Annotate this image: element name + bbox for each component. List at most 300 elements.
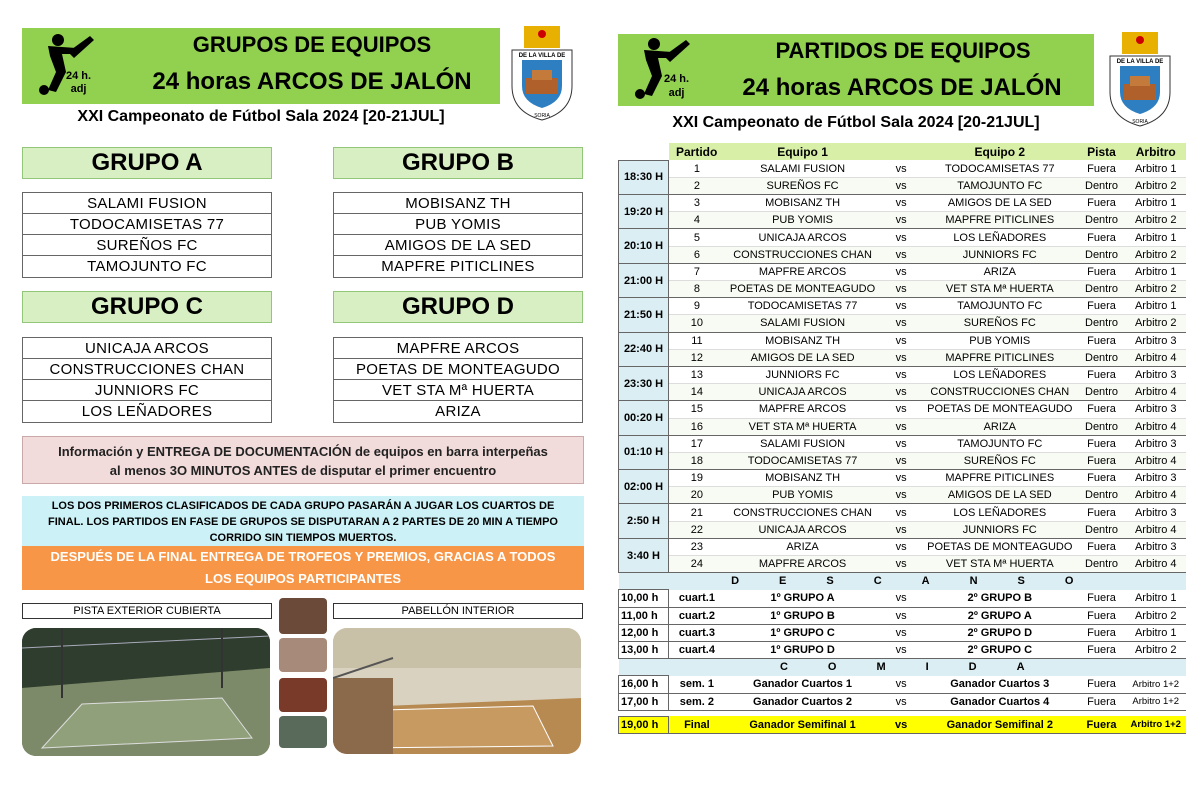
vs-label: vs — [895, 386, 907, 399]
court: Fuera — [1087, 609, 1116, 622]
match-number: 16 — [690, 420, 704, 433]
team-2: CONSTRUCCIONES CHAN — [930, 386, 1070, 399]
team-2: LOS LEÑADORES — [953, 231, 1047, 244]
ko-team-2: Ganador Semifinal 2 — [922, 716, 1078, 733]
badge-line-1: 24 h. — [664, 73, 690, 85]
list-item: UNICAJA ARCOS — [23, 338, 271, 359]
team-1: UNICAJA ARCOS — [758, 523, 847, 536]
table-row — [619, 246, 1187, 263]
team-2: TAMOJUNTO FC — [957, 179, 1043, 192]
court: Dentro — [1085, 317, 1119, 330]
slot-time: 21:50 H — [619, 298, 669, 332]
vs-label: vs — [895, 179, 907, 192]
comida-separator-text: COMIDA — [619, 659, 1187, 676]
table-row — [619, 160, 1187, 177]
court: Fuera — [1087, 644, 1116, 657]
ko-team-2: 2º GRUPO D — [967, 626, 1033, 639]
vs-label: vs — [895, 695, 907, 708]
list-item: MAPFRE PITICLINES — [381, 258, 535, 275]
referee: Arbitro 1+2 — [1132, 678, 1180, 690]
referee: Arbitro 3 — [1134, 334, 1177, 347]
court: Fuera — [1087, 678, 1116, 691]
list-item: MAPFRE ARCOS — [334, 338, 582, 359]
referee: Arbitro 1+2 — [1125, 716, 1186, 733]
table-header-row — [619, 143, 1187, 160]
vs-label: vs — [895, 454, 907, 467]
ko-team-1: 1º GRUPO B — [770, 609, 835, 622]
match-number: 9 — [693, 300, 700, 313]
court: Fuera — [1087, 369, 1116, 382]
hours-badge — [66, 70, 91, 96]
header-partido: Partido — [669, 143, 725, 160]
slot-time: 01:10 H — [619, 435, 669, 469]
table-row — [619, 177, 1187, 194]
slot-time: 19:20 H — [619, 195, 669, 229]
team-2: MAPFRE PITICLINES — [945, 351, 1055, 364]
badge-line-2: adj — [70, 83, 87, 95]
ko-round: sem. 1 — [679, 678, 715, 691]
ko-time: 16,00 h — [619, 676, 669, 693]
table-row — [619, 195, 1187, 212]
referee: Arbitro 4 — [1134, 386, 1177, 399]
vs-label: vs — [895, 300, 907, 313]
court: Fuera — [1087, 231, 1116, 244]
court: Dentro — [1085, 523, 1119, 536]
ko-round: Final — [669, 716, 725, 733]
table-row — [619, 281, 1187, 298]
match-number: 2 — [693, 179, 700, 192]
team-1: PUB YOMIS — [772, 214, 834, 227]
hours-badge — [664, 72, 689, 100]
ko-time: 13,00 h — [619, 641, 669, 658]
team-2: ARIZA — [983, 265, 1016, 278]
coat-of-arms-right — [1100, 32, 1180, 128]
court: Fuera — [1087, 626, 1116, 639]
notice-line-2: al menos 3O MINUTOS ANTES de disputar el primer encuentro — [109, 463, 497, 478]
crest-bottom-text: SORIA — [534, 113, 550, 119]
court: Dentro — [1085, 248, 1119, 261]
referee: Arbitro 1 — [1134, 265, 1177, 278]
table-row — [619, 504, 1187, 521]
team-1: CONSTRUCCIONES CHAN — [733, 506, 872, 519]
team-2: LOS LEÑADORES — [953, 369, 1047, 382]
ko-time: 19,00 h — [619, 716, 669, 733]
team-1: ARIZA — [786, 540, 819, 553]
slot-time: 00:20 H — [619, 401, 669, 435]
vs-label: vs — [895, 592, 907, 605]
vs-label: vs — [895, 609, 907, 622]
team-2: AMIGOS DE LA SED — [947, 489, 1052, 502]
list-item: ARIZA — [435, 403, 481, 420]
group-c-title: GRUPO C — [22, 291, 272, 323]
team-1: MAPFRE ARCOS — [758, 558, 847, 571]
team-1: SUREÑOS FC — [766, 179, 839, 192]
table-row — [619, 470, 1187, 487]
slot-time: 23:30 H — [619, 366, 669, 400]
court: Dentro — [1085, 214, 1119, 227]
table-row — [619, 349, 1187, 366]
list-item: TODOCAMISETAS 77 — [23, 214, 271, 235]
list-item: SUREÑOS FC — [23, 235, 271, 256]
header-equipo1: Equipo 1 — [725, 143, 881, 160]
team-1: MAPFRE ARCOS — [758, 403, 847, 416]
list-item: PUB YOMIS — [334, 214, 582, 235]
vs-label: vs — [895, 540, 907, 553]
table-row — [619, 521, 1187, 538]
trophies-line-1: DESPUÉS DE LA FINAL ENTREGA DE TROFEOS Y PREMIOS, GRACIAS A TODOS — [50, 549, 556, 564]
knockout-row — [619, 590, 1187, 607]
vs-label: vs — [895, 523, 907, 536]
team-1: SALAMI FUSION — [760, 437, 846, 450]
futsal-player-logo — [624, 36, 714, 104]
referee: Arbitro 2 — [1134, 317, 1177, 330]
vs-label: vs — [895, 506, 907, 519]
court: Fuera — [1087, 472, 1116, 485]
documentation-notice — [22, 436, 584, 484]
knockout-row — [619, 693, 1187, 710]
match-number: 8 — [693, 283, 700, 296]
table-row — [619, 212, 1187, 229]
vs-label: vs — [895, 489, 907, 502]
table-row — [619, 401, 1187, 418]
right-subtitle: XXI Campeonato de Fútbol Sala 2024 [20-21JUL] — [672, 114, 1040, 131]
referee: Arbitro 4 — [1134, 351, 1177, 364]
group-a-list — [22, 192, 272, 278]
notice-line-1: Información y ENTREGA DE DOCUMENTACIÓN de equipos en barra interpeñas — [58, 444, 548, 459]
header-arbitro: Arbitro — [1125, 143, 1186, 160]
crest-top-text: DE LA VILLA DE — [1116, 59, 1164, 65]
left-subtitle: XXI Campeonato de Fútbol Sala 2024 [20-21JUL] — [77, 108, 445, 125]
group-b-list — [333, 192, 583, 278]
referee: Arbitro 1 — [1134, 197, 1177, 210]
left-title-1: GRUPOS DE EQUIPOS — [192, 32, 432, 57]
referee: Arbitro 2 — [1134, 179, 1177, 192]
match-number: 14 — [690, 386, 704, 399]
court: Dentro — [1085, 386, 1119, 399]
right-title-2: 24 horas ARCOS DE JALÓN — [742, 74, 1062, 101]
crest-bottom-text: SORIA — [1132, 119, 1148, 125]
table-row — [619, 538, 1187, 555]
team-1: TODOCAMISETAS 77 — [747, 300, 858, 313]
list-item: SALAMI FUSION — [23, 193, 271, 214]
match-number: 18 — [690, 454, 704, 467]
court: Dentro — [1085, 179, 1119, 192]
left-title-banner — [22, 28, 500, 104]
group-d-list — [333, 337, 583, 423]
team-2: TAMOJUNTO FC — [957, 300, 1043, 313]
team-2: LOS LEÑADORES — [953, 506, 1047, 519]
knockout-row — [619, 716, 1187, 733]
list-item: CONSTRUCCIONES CHAN — [23, 359, 271, 380]
descanso-separator — [619, 573, 1187, 590]
slot-time: 02:00 H — [619, 470, 669, 504]
team-2: MAPFRE PITICLINES — [945, 472, 1055, 485]
referee: Arbitro 2 — [1134, 609, 1177, 622]
vs-label: vs — [895, 162, 907, 175]
court: Fuera — [1087, 300, 1116, 313]
team-1: JUNNIORS FC — [765, 369, 840, 382]
thumbnail-strip — [279, 598, 327, 748]
list-item: VET STA Mª HUERTA — [334, 380, 582, 401]
list-item: LOS LEÑADORES — [81, 403, 213, 420]
ko-time: 12,00 h — [619, 624, 669, 641]
left-title-2: 24 horas ARCOS DE JALÓN — [152, 68, 472, 95]
match-number: 10 — [690, 317, 704, 330]
vs-label: vs — [895, 403, 907, 416]
referee: Arbitro 2 — [1134, 214, 1177, 227]
referee: Arbitro 2 — [1134, 283, 1177, 296]
right-title-banner — [618, 34, 1094, 106]
qual-line-2: FINAL. LOS PARTIDOS EN FASE DE GRUPOS SE DISPUTARAN A 2 PARTES DE 20 MIN A TIEMPO — [48, 516, 558, 528]
ko-team-2: 2º GRUPO A — [967, 609, 1032, 622]
group-d-title: GRUPO D — [333, 291, 583, 323]
vs-label: vs — [895, 678, 907, 691]
team-2: JUNNIORS FC — [962, 248, 1037, 261]
team-2: JUNNIORS FC — [962, 523, 1037, 536]
match-number: 17 — [690, 437, 704, 450]
team-2: PUB YOMIS — [969, 334, 1031, 347]
court: Fuera — [1087, 540, 1116, 553]
court: Dentro — [1085, 420, 1119, 433]
match-number: 22 — [690, 523, 704, 536]
team-2: MAPFRE PITICLINES — [945, 214, 1055, 227]
team-1: TODOCAMISETAS 77 — [747, 454, 858, 467]
crest-top-text: DE LA VILLA DE — [518, 53, 566, 59]
team-2: POETAS DE MONTEAGUDO — [927, 403, 1073, 416]
match-number: 11 — [691, 334, 703, 347]
ko-team-1: 1º GRUPO C — [770, 626, 835, 639]
vs-label: vs — [895, 472, 907, 485]
ko-round: cuart.1 — [678, 592, 715, 605]
ko-team-1: Ganador Cuartos 1 — [753, 678, 853, 691]
list-item: AMIGOS DE LA SED — [334, 235, 582, 256]
court: Dentro — [1085, 489, 1119, 502]
court: Dentro — [1085, 558, 1119, 571]
team-1: UNICAJA ARCOS — [758, 386, 847, 399]
referee: Arbitro 1 — [1134, 300, 1177, 313]
ko-team-2: 2º GRUPO B — [967, 592, 1033, 605]
ko-team-2: Ganador Cuartos 3 — [950, 678, 1050, 691]
referee: Arbitro 4 — [1134, 420, 1177, 433]
match-number: 19 — [690, 472, 704, 485]
referee: Arbitro 2 — [1134, 644, 1177, 657]
vs-label: vs — [880, 716, 922, 733]
table-row — [619, 418, 1187, 435]
team-1: SALAMI FUSION — [760, 162, 846, 175]
header-equipo2: Equipo 2 — [922, 143, 1078, 160]
table-row — [619, 487, 1187, 504]
team-2: VET STA Mª HUERTA — [945, 283, 1054, 296]
ko-round: cuart.2 — [678, 609, 715, 622]
ko-round: cuart.4 — [678, 644, 715, 657]
group-a-title: GRUPO A — [22, 147, 272, 179]
table-row — [619, 435, 1187, 452]
vs-label: vs — [895, 231, 907, 244]
vs-label: vs — [895, 369, 907, 382]
table-row — [619, 556, 1187, 573]
header-pista: Pista — [1078, 143, 1126, 160]
court: Fuera — [1087, 265, 1116, 278]
team-1: POETAS DE MONTEAGUDO — [729, 283, 876, 296]
team-1: MOBISANZ TH — [765, 472, 841, 485]
referee: Arbitro 1 — [1134, 592, 1177, 605]
futsal-player-logo — [28, 32, 118, 100]
referee: Arbitro 4 — [1134, 523, 1177, 536]
match-number: 1 — [693, 162, 700, 175]
vs-label: vs — [895, 197, 907, 210]
team-2: AMIGOS DE LA SED — [947, 197, 1052, 210]
exterior-court-photo — [22, 628, 270, 756]
court: Fuera — [1087, 454, 1116, 467]
team-1: AMIGOS DE LA SED — [750, 351, 855, 364]
court: Fuera — [1078, 716, 1126, 733]
vs-label: vs — [895, 214, 907, 227]
slot-time: 18:30 H — [619, 160, 669, 194]
team-2: TAMOJUNTO FC — [957, 437, 1043, 450]
team-2: TODOCAMISETAS 77 — [944, 162, 1055, 175]
table-row — [619, 332, 1187, 349]
referee: Arbitro 1 — [1134, 231, 1177, 244]
slot-time: 2:50 H — [619, 504, 669, 538]
match-number: 23 — [690, 540, 704, 553]
match-number: 6 — [693, 248, 700, 261]
slot-time: 20:10 H — [619, 229, 669, 263]
comida-separator — [619, 659, 1187, 676]
team-2: POETAS DE MONTEAGUDO — [927, 540, 1073, 553]
vs-label: vs — [895, 644, 907, 657]
badge-line-2: adj — [668, 87, 685, 99]
ko-team-1: 1º GRUPO A — [770, 592, 835, 605]
photo-label-exterior: PISTA EXTERIOR CUBIERTA — [22, 603, 272, 619]
court: Dentro — [1085, 351, 1119, 364]
match-number: 7 — [693, 265, 700, 278]
group-c-list — [22, 337, 272, 423]
referee: Arbitro 1+2 — [1132, 696, 1180, 708]
table-row — [619, 452, 1187, 469]
ko-team-1: 1º GRUPO D — [770, 644, 835, 657]
court: Fuera — [1087, 506, 1116, 519]
ko-round: cuart.3 — [678, 626, 715, 639]
vs-label: vs — [895, 626, 907, 639]
court: Fuera — [1087, 695, 1116, 708]
table-row — [619, 229, 1187, 246]
qual-line-1: LOS DOS PRIMEROS CLASIFICADOS DE CADA GRUPO PASARÁN A JUGAR LOS CUARTOS DE — [51, 500, 555, 512]
team-1: MOBISANZ TH — [765, 197, 841, 210]
referee: Arbitro 3 — [1134, 369, 1177, 382]
descanso-separator-text: DESCANSO — [619, 573, 1187, 590]
team-2: SUREÑOS FC — [963, 454, 1036, 467]
match-number: 4 — [693, 214, 700, 227]
coat-of-arms-left — [502, 26, 582, 122]
vs-label: vs — [895, 420, 907, 433]
referee: Arbitro 1 — [1134, 626, 1177, 639]
match-number: 24 — [690, 558, 704, 571]
team-1: VET STA Mª HUERTA — [748, 420, 857, 433]
court: Dentro — [1085, 283, 1119, 296]
referee: Arbitro 3 — [1134, 506, 1177, 519]
ko-team-2: 2º GRUPO C — [967, 644, 1033, 657]
vs-label: vs — [895, 558, 907, 571]
team-2: VET STA Mª HUERTA — [945, 558, 1054, 571]
list-item: TAMOJUNTO FC — [87, 258, 207, 275]
match-number: 21 — [690, 506, 704, 519]
referee: Arbitro 3 — [1134, 540, 1177, 553]
badge-line-1: 24 h. — [66, 70, 92, 82]
vs-label: vs — [895, 334, 907, 347]
team-1: CONSTRUCCIONES CHAN — [733, 248, 872, 261]
trophies-notice — [22, 546, 584, 590]
vs-label: vs — [895, 265, 907, 278]
match-number: 12 — [690, 351, 704, 364]
referee: Arbitro 4 — [1134, 489, 1177, 502]
team-2: SUREÑOS FC — [963, 317, 1036, 330]
vs-label: vs — [895, 248, 907, 261]
slot-time: 3:40 H — [619, 538, 669, 572]
ko-time: 11,00 h — [619, 607, 669, 624]
slot-time: 21:00 H — [619, 263, 669, 297]
table-row — [619, 263, 1187, 280]
group-b-title: GRUPO B — [333, 147, 583, 179]
referee: Arbitro 1 — [1134, 162, 1177, 175]
ko-time: 10,00 h — [619, 590, 669, 607]
knockout-row — [619, 676, 1187, 693]
trophies-line-2: LOS EQUIPOS PARTICIPANTES — [205, 571, 401, 586]
qualification-notice — [22, 496, 584, 546]
vs-label: vs — [895, 283, 907, 296]
ko-team-2: Ganador Cuartos 4 — [950, 695, 1050, 708]
list-item: JUNNIORS FC — [23, 380, 271, 401]
referee: Arbitro 3 — [1134, 472, 1177, 485]
court: Fuera — [1087, 197, 1116, 210]
court: Fuera — [1087, 334, 1116, 347]
ko-time: 17,00 h — [619, 693, 669, 710]
schedule-table — [618, 143, 1186, 734]
list-item: MOBISANZ TH — [334, 193, 582, 214]
table-row — [619, 384, 1187, 401]
court: Fuera — [1087, 437, 1116, 450]
team-1: MAPFRE ARCOS — [758, 265, 847, 278]
team-1: UNICAJA ARCOS — [758, 231, 847, 244]
table-row — [619, 298, 1187, 315]
table-row — [619, 315, 1187, 332]
team-1: MOBISANZ TH — [765, 334, 841, 347]
table-row — [619, 366, 1187, 383]
referee: Arbitro 3 — [1134, 437, 1177, 450]
knockout-row — [619, 607, 1187, 624]
team-1: SALAMI FUSION — [760, 317, 846, 330]
qual-line-3: CORRIDO SIN TIEMPOS MUERTOS. — [209, 532, 397, 544]
team-1: PUB YOMIS — [772, 489, 834, 502]
knockout-row — [619, 624, 1187, 641]
knockout-row — [619, 641, 1187, 658]
team-2: ARIZA — [983, 420, 1016, 433]
vs-label: vs — [895, 351, 907, 364]
list-item: POETAS DE MONTEAGUDO — [334, 359, 582, 380]
match-number: 3 — [693, 197, 700, 210]
ko-team-1: Ganador Semifinal 1 — [725, 716, 881, 733]
referee: Arbitro 4 — [1134, 454, 1177, 467]
court: Fuera — [1087, 403, 1116, 416]
match-number: 20 — [690, 489, 704, 502]
ko-round: sem. 2 — [679, 695, 715, 708]
vs-label: vs — [895, 437, 907, 450]
photo-label-interior: PABELLÓN INTERIOR — [333, 603, 583, 619]
match-number: 5 — [693, 231, 700, 244]
match-number: 13 — [690, 369, 704, 382]
slot-time: 22:40 H — [619, 332, 669, 366]
referee: Arbitro 2 — [1134, 248, 1177, 261]
interior-court-photo — [333, 628, 581, 754]
